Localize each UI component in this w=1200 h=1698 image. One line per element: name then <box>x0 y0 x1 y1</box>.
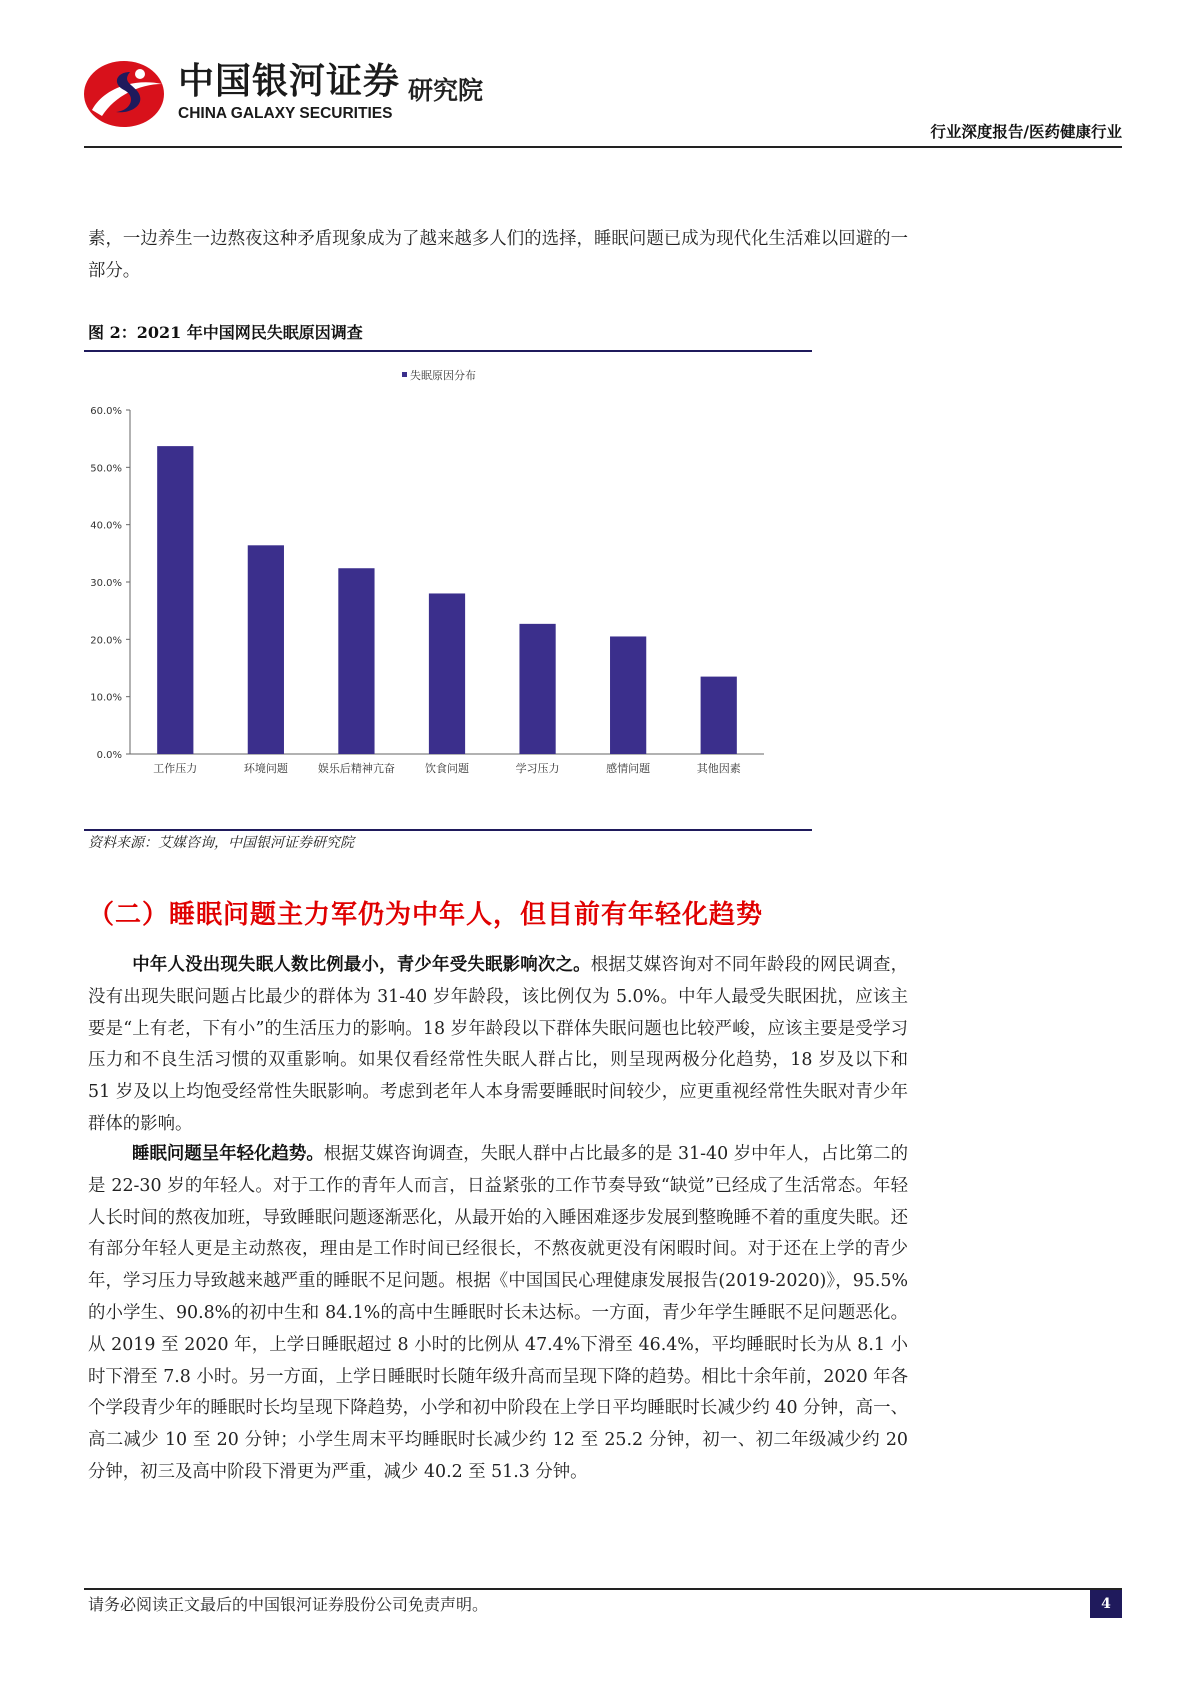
y-tick-label: 0.0% <box>96 750 122 761</box>
bar <box>338 568 374 754</box>
bar <box>701 677 737 754</box>
bar <box>610 636 646 754</box>
x-tick-label: 感情问题 <box>606 762 651 775</box>
chart-bars <box>157 446 737 754</box>
paragraph-middle-aged <box>88 950 908 1141</box>
x-tick-label: 饮食问题 <box>425 762 469 775</box>
figure-title: 图 2：2021 年中国网民失眠原因调查 <box>88 323 363 342</box>
figure-source: 资料来源：艾媒咨询，中国银河证券研究院 <box>88 835 354 851</box>
galaxy-logo-icon <box>82 58 166 130</box>
y-tick-label: 10.0% <box>90 692 122 704</box>
bar <box>429 593 465 754</box>
y-tick-label: 60.0% <box>90 406 122 417</box>
y-tick-label: 40.0% <box>90 520 122 532</box>
paragraph-lead: 睡眠问题呈年轻化趋势。 <box>132 1144 324 1164</box>
x-tick-label: 娱乐后精神亢奋 <box>317 762 395 775</box>
paragraph-youth-trend <box>88 1139 908 1489</box>
brand-name-cn: 中国银河证券 <box>178 61 401 102</box>
x-tick-label: 工作压力 <box>153 762 198 775</box>
bar <box>519 624 555 754</box>
x-tick-label: 环境问题 <box>243 762 288 775</box>
intro-paragraph: 素，一边养生一边熬夜这种矛盾现象成为了越来越多人们的选择，睡眠问题已成为现代化生活难以回避的一部分。 <box>88 229 908 281</box>
chart-legend <box>402 368 476 382</box>
legend-label: 失眠原因分布 <box>410 369 476 382</box>
brand-name-en: CHINA GALAXY SECURITIES <box>178 105 393 122</box>
bar <box>248 545 284 754</box>
x-tick-label: 其他因素 <box>696 762 741 775</box>
bar <box>157 446 193 754</box>
x-tick-label: 学习压力 <box>515 762 560 775</box>
header-divider <box>84 146 1122 148</box>
legend-swatch <box>402 372 407 377</box>
y-tick-label: 30.0% <box>90 578 122 589</box>
chart-x-labels <box>153 761 740 775</box>
footer-disclaimer: 请务必阅读正文最后的中国银河证券股份公司免责声明。 <box>88 1595 489 1614</box>
footer-divider <box>84 1588 1122 1590</box>
y-tick-label: 50.0% <box>90 463 122 475</box>
paragraph-body: 根据艾媒咨询调查，失眠人群中占比最多的是 31-40 岁中年人，占比第二的是 22-30 岁的年轻人。对于工作的青年人而言，日益紧张的工作节奏导致“缺觉”已经成了生活常态。年轻人长时间的熬夜加班，导致睡眠问题逐渐恶化，从最开始的入睡困难逐步发展到整晚睡不着的重度失眠。还有部分年轻人更是主动熬夜，理由是工作时间已经很长，不熬夜就更没有闲暇时间。对于还在上学的青少年，学习压力导致越来越严重的睡眠不足问题。根据《中国国民心理健康发展报告(2019-2020)》，95.5%的小学生、90.8%的初中生和 84.1%的高中生睡眠时长未达标。一方面，青少年学生睡眠不足问题恶化。从 2019 至 2020 年，上学日睡眠超过 8 小时的比例从 47.4%下滑至 46.4%，平均睡眠时长为从 8.1 小时下滑至 7.8 小时。另一方面，上学日睡眠时长随年级升高而呈现下降的趋势。相比十余年前，2020 年各个学段青少年的睡眠时长均呈现下降趋势，小学和初中阶段在上学日平均睡眠时长减少约 40 分钟，高一、高二减少 10 至 20 分钟；小学生周末平均睡眠时长减少约 12 至 25.2 分钟，初一、初二年级减少约 20 分钟，初三及高中阶段下滑更为严重，减少 40.2 至 51.3 分钟。 <box>88 1144 908 1482</box>
section-title: （二）睡眠问题主力军仍为中年人，但目前有年轻化趋势 <box>88 900 764 930</box>
insomnia-cause-bar-chart <box>84 352 812 828</box>
paragraph-lead: 中年人没出现失眠人数比例最小，青少年受失眠影响次之。 <box>132 955 591 975</box>
page-number: 4 <box>1090 1590 1122 1618</box>
figure-bottom-rule <box>84 829 812 831</box>
y-tick-label: 20.0% <box>90 635 122 647</box>
institute-label: 研究院 <box>408 76 484 105</box>
paragraph-body: 根据艾媒咨询对不同年龄段的网民调查，没有出现失眠问题占比最少的群体为 31-40 岁年龄段，该比例仅为 5.0%。中年人最受失眠困扰，应该主要是“上有老，下有小”的生活压力的影响。18 岁年龄段以下群体失眠问题也比较严峻，应该主要是受学习压力和不良生活习惯的双重影响。如果仅看经常性失眠人群占比，则呈现两极分化趋势，18 岁及以下和 51 岁及以上均饱受经常性失眠影响。考虑到老年人本身需要睡眠时间较少，应更重视经常性失眠对青少年群体的影响。 <box>88 955 908 1134</box>
report-category: 行业深度报告/医药健康行业 <box>930 122 1122 141</box>
